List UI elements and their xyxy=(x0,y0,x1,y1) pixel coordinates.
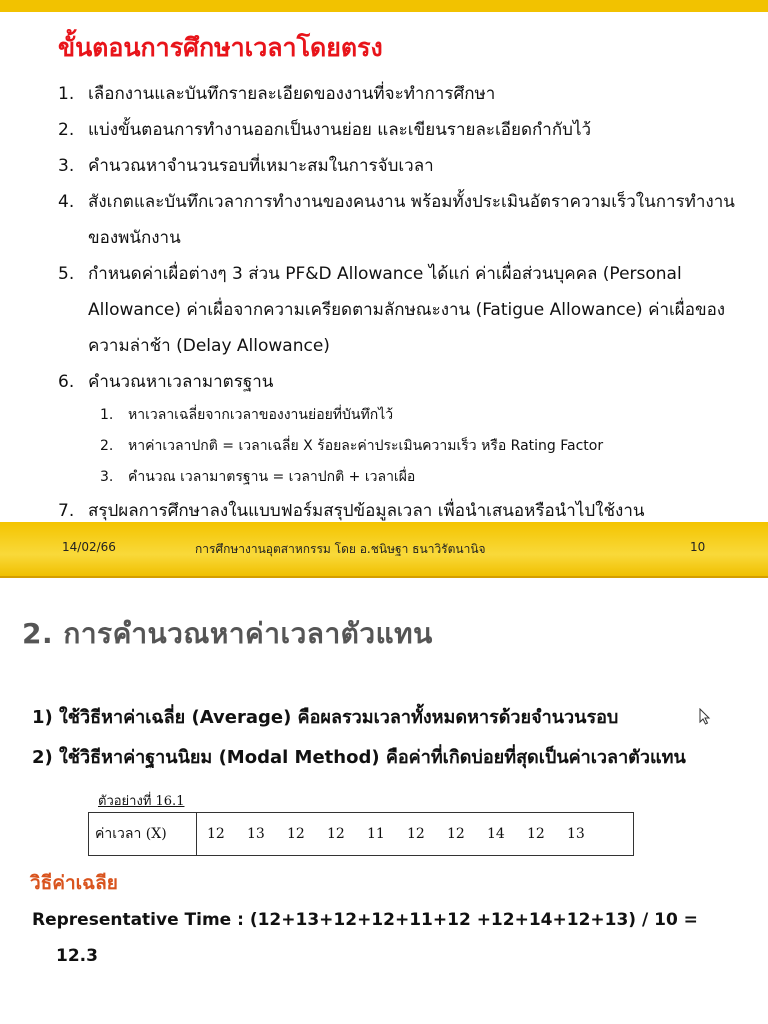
step-text: เลือกงานและบันทึกรายละเอียดของงานที่จะทำการศึกษา xyxy=(88,84,496,104)
step-text: คำนวณหาจำนวนรอบที่เหมาะสมในการจับเวลา xyxy=(88,156,434,176)
table-cell: 12 xyxy=(527,826,545,842)
substeps-container xyxy=(58,400,758,493)
step-number: 7. xyxy=(58,501,75,521)
table-cell: 12 xyxy=(287,826,305,842)
step-number: 3. xyxy=(58,156,75,176)
table-cell: 14 xyxy=(487,826,505,842)
step-text: คำนวณหาเวลามาตรฐาน xyxy=(88,372,274,392)
steps-list xyxy=(58,76,758,529)
step-number: 1. xyxy=(58,84,75,104)
method-average: 1) ใช้วิธีหาค่าเฉลี่ย (Average) คือผลรวมเวลาทั้งหมดหารด้วยจำนวนรอบ xyxy=(32,707,619,728)
representative-time-formula: Representative Time : (12+13+12+12+11+12 +12+14+12+13) / 10 = xyxy=(32,910,698,930)
substep-number: 1. xyxy=(100,407,114,423)
example-table xyxy=(88,812,634,856)
step-text: สรุปผลการศึกษาลงในแบบฟอร์มสรุปข้อมูลเวลา เพื่อนำเสนอหรือนำไปใช้งาน xyxy=(88,501,645,521)
step-text: กำหนดค่าเผื่อต่างๆ 3 ส่วน PF&D Allowance ได้แก่ ค่าเผื่อส่วนบุคคล (Personal Allowance) ค่าเผื่อจากความเครียดตามลักษณะงาน (Fatigue Allowance) ค่าเผื่อของความล่าช้า (Delay Allowance) xyxy=(88,264,726,356)
substep-1 xyxy=(58,400,758,431)
substep-2 xyxy=(58,431,758,462)
table-cell: 13 xyxy=(247,826,265,842)
step-number: 2. xyxy=(58,120,75,140)
representative-time-result: 12.3 xyxy=(56,946,98,966)
slide-1-title: ขั้นตอนการศึกษาเวลาโดยตรง xyxy=(58,33,383,62)
table-cell: 12 xyxy=(407,826,425,842)
step-6 xyxy=(58,364,758,400)
method-modal: 2) ใช้วิธีหาค่าฐานนิยม (Modal Method) คือค่าที่เกิดบ่อยที่สุดเป็นค่าเวลาตัวแทน xyxy=(32,747,686,768)
footer-page-number: 10 xyxy=(690,540,706,554)
step-number: 6. xyxy=(58,372,75,392)
step-1 xyxy=(58,76,758,112)
step-5 xyxy=(58,256,758,364)
substep-3 xyxy=(58,462,758,493)
step-4 xyxy=(58,184,758,256)
substep-number: 3. xyxy=(100,469,114,485)
example-label: ตัวอย่างที่ 16.1 xyxy=(98,794,185,809)
step-number: 4. xyxy=(58,192,75,212)
substep-text: หาค่าเวลาปกติ = เวลาเฉลี่ย X ร้อยละค่าประเมินความเร็ว หรือ Rating Factor xyxy=(128,438,604,454)
step-2 xyxy=(58,112,758,148)
slide-2-title: 2. การคำนวณหาค่าเวลาตัวแทน xyxy=(22,617,433,650)
slide-divider xyxy=(0,576,768,590)
slide-2 xyxy=(0,590,768,1024)
table-cell: 12 xyxy=(207,826,225,842)
mouse-cursor-icon xyxy=(699,708,711,730)
substeps-list xyxy=(58,400,758,493)
top-accent-bar xyxy=(0,0,768,12)
table-cell: 13 xyxy=(567,826,585,842)
footer-date: 14/02/66 xyxy=(62,540,116,554)
table-cell: 12 xyxy=(327,826,345,842)
table-cell: 12 xyxy=(447,826,465,842)
table-cell: 11 xyxy=(367,826,385,842)
table-values xyxy=(197,826,607,842)
step-number: 5. xyxy=(58,264,75,284)
substep-number: 2. xyxy=(100,438,114,454)
step-text: สังเกตและบันทึกเวลาการทำงานของคนงาน พร้อมทั้งประเมินอัตราความเร็วในการทำงานของพนักงาน xyxy=(88,192,735,248)
substep-text: หาเวลาเฉลี่ยจากเวลาของงานย่อยที่บันทึกไว้ xyxy=(128,407,394,423)
footer-course: การศึกษางานอุตสาหกรรม โดย อ.ชนิษฐา ธนาวิรัตนานิจ xyxy=(195,542,486,556)
step-text: แบ่งขั้นตอนการทำงานออกเป็นงานย่อย และเขียนรายละเอียดกำกับไว้ xyxy=(88,120,592,140)
substep-text: คำนวณ เวลามาตรฐาน = เวลาปกติ + เวลาเผื่อ xyxy=(128,469,416,485)
slide-footer xyxy=(0,522,768,576)
table-header: ค่าเวลา (X) xyxy=(89,813,197,855)
average-method-heading: วิธีค่าเฉลีย xyxy=(30,872,118,894)
step-3 xyxy=(58,148,758,184)
